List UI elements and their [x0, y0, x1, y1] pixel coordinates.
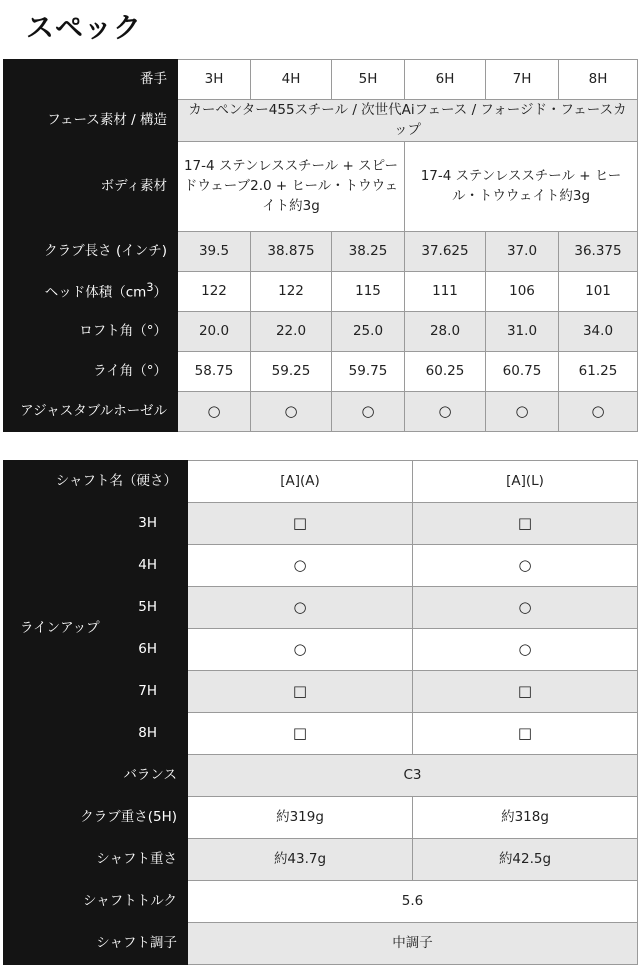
lineup-mark: □ [188, 671, 413, 713]
lie-cell: 60.25 [405, 351, 486, 391]
shaft-name-header: シャフト名（硬さ） [4, 461, 188, 503]
hosel-header: アジャスタブルホーゼル [4, 391, 178, 431]
lineup-mark: ○ [413, 629, 638, 671]
body-cell-b: 17-4 ステンレススチール + ヒール・トウウェイト約3g [405, 141, 638, 231]
shaft-name-cell: [A](L) [413, 461, 638, 503]
hosel-cell: ○ [559, 391, 638, 431]
balance-cell: C3 [188, 755, 638, 797]
club-weight-cell: 約319g [188, 797, 413, 839]
lineup-mark: □ [413, 503, 638, 545]
length-cell: 38.25 [332, 231, 405, 271]
body-cell-a: 17-4 ステンレススチール + スピードウェーブ2.0 + ヒール・トウウェイト約3g [178, 141, 405, 231]
lineup-number: 3H [114, 503, 188, 545]
balance-header: バランス [4, 755, 188, 797]
hosel-cell: ○ [405, 391, 486, 431]
volume-cell: 122 [251, 271, 332, 311]
loft-cell: 28.0 [405, 311, 486, 351]
lineup-mark: □ [188, 503, 413, 545]
lie-cell: 59.25 [251, 351, 332, 391]
volume-cell: 115 [332, 271, 405, 311]
number-row [4, 60, 638, 100]
body-header: ボディ素材 [4, 141, 178, 231]
volume-cell: 101 [559, 271, 638, 311]
lie-cell: 60.75 [486, 351, 559, 391]
length-cell: 38.875 [251, 231, 332, 271]
hosel-cell: ○ [178, 391, 251, 431]
volume-cell: 106 [486, 271, 559, 311]
hosel-cell: ○ [251, 391, 332, 431]
lie-cell: 61.25 [559, 351, 638, 391]
club-weight-header: クラブ重さ(5H) [4, 797, 188, 839]
loft-cell: 25.0 [332, 311, 405, 351]
number-cell: 8H [559, 60, 638, 100]
lineup-number: 5H [114, 587, 188, 629]
lineup-header: ラインアップ [4, 503, 114, 755]
lineup-number: 6H [114, 629, 188, 671]
volume-label-close: ） [153, 284, 167, 301]
lineup-mark: □ [188, 713, 413, 755]
lie-header: ライ角（°） [4, 351, 178, 391]
page-title: スペック [26, 11, 143, 44]
shaft-weight-header: シャフト重さ [4, 839, 188, 881]
number-cell: 4H [251, 60, 332, 100]
lineup-mark: ○ [413, 587, 638, 629]
number-cell: 5H [332, 60, 405, 100]
shaft-name-row [4, 461, 638, 503]
loft-cell: 34.0 [559, 311, 638, 351]
hosel-cell: ○ [486, 391, 559, 431]
kick-row [4, 923, 638, 965]
lie-row [4, 351, 638, 391]
face-header: フェース素材 / 構造 [4, 100, 178, 142]
club-weight-row [4, 797, 638, 839]
lineup-mark: ○ [413, 545, 638, 587]
hosel-row [4, 391, 638, 431]
lie-cell: 58.75 [178, 351, 251, 391]
loft-cell: 22.0 [251, 311, 332, 351]
number-header: 番手 [4, 60, 178, 100]
shaft-table [3, 460, 638, 965]
shaft-weight-row [4, 839, 638, 881]
face-cell: カーペンター455スチール / 次世代Aiフェース / フォージド・フェースカップ [178, 100, 638, 142]
balance-row [4, 755, 638, 797]
kick-header: シャフト調子 [4, 923, 188, 965]
shaft-weight-cell: 約43.7g [188, 839, 413, 881]
torque-header: シャフトトルク [4, 881, 188, 923]
length-row [4, 231, 638, 271]
loft-row [4, 311, 638, 351]
lineup-mark: ○ [188, 587, 413, 629]
lineup-mark: ○ [188, 545, 413, 587]
volume-cell: 111 [405, 271, 486, 311]
loft-header: ロフト角（°） [4, 311, 178, 351]
volume-cell: 122 [178, 271, 251, 311]
volume-header [4, 271, 178, 311]
number-cell: 3H [178, 60, 251, 100]
volume-row [4, 271, 638, 311]
torque-row [4, 881, 638, 923]
loft-cell: 31.0 [486, 311, 559, 351]
body-row [4, 141, 638, 231]
number-cell: 6H [405, 60, 486, 100]
lineup-number: 8H [114, 713, 188, 755]
shaft-weight-cell: 約42.5g [413, 839, 638, 881]
length-header: クラブ長さ (インチ) [4, 231, 178, 271]
lineup-number: 7H [114, 671, 188, 713]
volume-superscript: 3 [146, 280, 154, 294]
number-cell: 7H [486, 60, 559, 100]
lie-cell: 59.75 [332, 351, 405, 391]
kick-cell: 中調子 [188, 923, 638, 965]
hosel-cell: ○ [332, 391, 405, 431]
spec-table [3, 59, 638, 432]
lineup-number: 4H [114, 545, 188, 587]
torque-cell: 5.6 [188, 881, 638, 923]
lineup-row [4, 503, 638, 545]
club-weight-cell: 約318g [413, 797, 638, 839]
length-cell: 37.625 [405, 231, 486, 271]
face-row [4, 100, 638, 142]
shaft-name-cell: [A](A) [188, 461, 413, 503]
volume-label: ヘッド体積（cm [44, 284, 147, 301]
length-cell: 36.375 [559, 231, 638, 271]
loft-cell: 20.0 [178, 311, 251, 351]
length-cell: 37.0 [486, 231, 559, 271]
lineup-mark: □ [413, 671, 638, 713]
length-cell: 39.5 [178, 231, 251, 271]
lineup-mark: □ [413, 713, 638, 755]
lineup-mark: ○ [188, 629, 413, 671]
